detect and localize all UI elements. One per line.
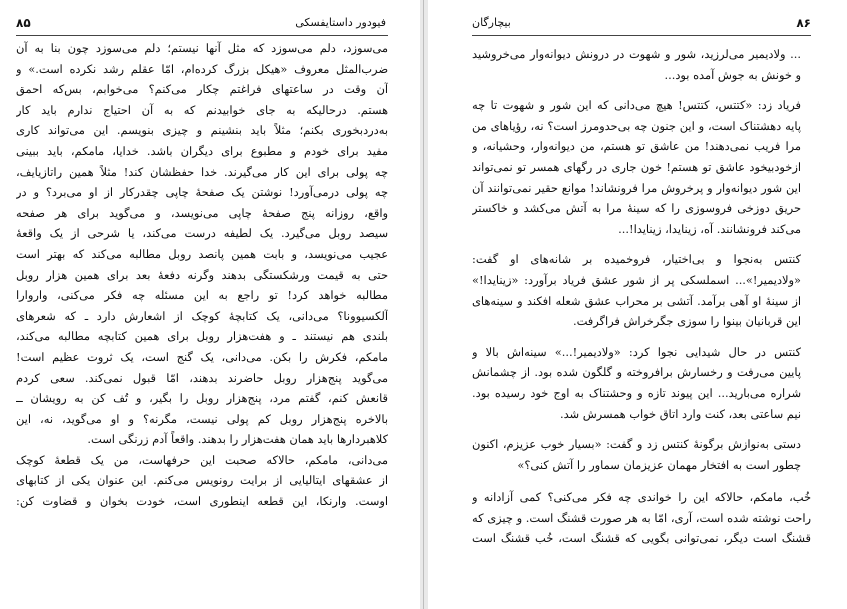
text-line: پایه دهشتناک است، و این جنون چه بی‌حدومرز است؟ نه، رؤیاهای من	[472, 118, 801, 133]
text-line: دستی به‌نوازش برگونهٔ کنتس زد و گفت: «بسیار خوب عزیزم، اکنون	[472, 437, 801, 452]
text-line: کنتس در حال شیدایی نجوا کرد: «ولادیمیر!...» سینه‌اش بالا و	[472, 344, 801, 359]
text-line: خُب، مامکم، حالاکه این را خواندی چه فکر می‌کنی؟ کمی آزادانه و	[472, 490, 811, 505]
text-line: چطور است به افتخار مهمان عزیزمان سماور را آتش کنی؟»	[517, 457, 801, 472]
text-line: و خونش به جوش آمده بود...	[664, 67, 801, 82]
left-page-number	[16, 16, 31, 30]
right-page	[428, 0, 847, 609]
header-rule	[472, 35, 811, 36]
text-line: این شور دیوانه‌وار و پرخروش مرا فرونشاند! موانع حقیر نمی‌توانند آن	[472, 180, 801, 195]
text-line: مفید برای خودم و مطبوع برای دیگران باشد. خدایا، مامکم، باید ببینی	[16, 143, 388, 158]
page-number: ۸۶	[796, 16, 811, 30]
text-line: چه پولی برای این کار می‌گیرند. خدا حفظشان کند! مثلاً همین راتازیایف،	[16, 164, 388, 179]
page-number: ۸۵	[16, 16, 31, 30]
right-page-number	[796, 16, 811, 30]
text-line: بالاخره پنج‌هزار روبل کم پولی نیست، مگرنه؟ و او می‌گوید، نه، این	[16, 411, 388, 426]
text-line: چه پولی درمی‌آورد! نوشتن یک صفحهٔ چاپی چقدرکار از او می‌برد؟ و در	[16, 185, 388, 200]
text-line: می‌سوزد، دلم می‌سوزد که مثل آنها نیستم؛ دلم می‌سوزد چون بنا به آن	[16, 41, 388, 55]
book-gutter	[420, 0, 428, 609]
text-line: از سینهٔ او آهی برآمد. آتشی بر محراب عشق شعله افکند و سینه‌های	[472, 293, 801, 308]
gutter-fold-line	[423, 0, 424, 609]
left-running-title: فیودور داستایفسکی	[295, 16, 386, 29]
body-paragraph	[472, 487, 811, 549]
text-line: عجیب می‌نویسد، و بابت همین پانصد روبل مطالبه می‌کند که بهتر است	[16, 246, 388, 261]
text-line: ازخودبیخود عاشق تو هستم! خون جاری در رگهای همسر تو نمی‌تواند	[472, 159, 801, 174]
text-line: بلندی هم نیستند ـ و هفت‌هزار روبل برای همین کتابچه مطالبه می‌کند،	[16, 329, 388, 344]
text-line: راحت نوشته شده است، آری، امّا به هر صورت قشنگ است. و چیزی که	[472, 510, 811, 525]
right-body-text	[472, 44, 811, 549]
quote-block	[472, 44, 811, 475]
text-line: حتی به قیمت ورشکستگی بدهند وگرنه دفعهٔ بعد برای همین هزار روبل	[16, 267, 388, 282]
text-line: قشنگ است دیگر، نمی‌توانی بگویی که قشنگ است، خُب قشنگ است	[472, 531, 811, 546]
header-rule	[16, 35, 388, 36]
text-line: قانعش کنم، گفتم مرد، پنج‌هزار روبل را بگیر، و تُف کن به رویشان ــ	[16, 391, 388, 406]
text-line: این قربانیان بینوا را سوزی جگرخراش فراگرفت.	[572, 314, 801, 329]
text-line: کلاهبردارها باید همان هفت‌هزار را بدهند. واقعاً آدم زرنگی است.	[87, 432, 388, 447]
text-line: مطالبه خواهد کرد! تو راجع به این مسئله چه فکر می‌کنی، واروارا	[16, 288, 388, 303]
text-line: فریاد زد: «کتتس، کتتس! هیچ می‌دانی که این شور و شهوت تا چه	[472, 98, 801, 113]
text-line: پایین می‌رفت و رخسارش برافروخته و گلگون شده بود. از چشمانش	[472, 365, 801, 380]
text-line: به‌دردبخوری بکنم؛ مثلاً باید بنشینم و چیزی بنویسم. این می‌تواند کاری	[16, 123, 388, 138]
text-line: «ولادیمیر!»... اسملسکی پر از شور عشق فریاد برآورد: «زینایدا!»	[472, 272, 801, 287]
text-line: از عشقهای ایتالیایی از برایت رونویس می‌کنم. این عنوان یکی از کتابهای	[16, 473, 388, 488]
text-line: هستم. درحالیکه به جای خوابیدنم که به آن احتیاج ندارم باید کار	[16, 102, 388, 117]
text-line: کنتس به‌نجوا و بی‌اختیار، فروخمیده بر شانه‌های او گفت:	[472, 252, 801, 267]
text-line: آلکسیوونا؟ می‌دانی، یک کتابچهٔ کوچک از اشعارش دارد ـ که شعرهای	[16, 308, 388, 323]
text-line: می‌دانی، مامکم، حالاکه صحبت این حرفهاست، من یک قطعهٔ کوچک	[16, 452, 388, 467]
text-line: می‌گوید پنج‌هزار روبل حاضرند بدهند، امّا قبول نمی‌کند. سعی کردم	[16, 370, 388, 385]
text-line: مرا فریب نمی‌دهند! من عاشق تو هستم، من دیوانه‌وار، وحشیانه، و	[472, 139, 801, 154]
text-line: ضرب‌المثل معروف «هیکل بزرگ کرده‌ام، امّا عقلم رشد نکرده است.» و	[16, 61, 388, 76]
text-line: مامکم، فکرش را بکن. می‌دانی، یک گنج است، یک ثروت عظیم است!	[16, 349, 388, 364]
text-line: سیصد روبل می‌گیرد. یک لطیفه درست می‌کند، یا شرحی از یک واقعهٔ	[16, 226, 388, 241]
text-line: آن وقت در ساعتهای فراغتم چکار می‌کنم؟ می‌خوابم، بس‌که احمق	[16, 82, 388, 97]
text-line: اوست. وارنکا، این قطعه اینطوری است، خودت بخوان و قضاوت کن:	[16, 494, 388, 509]
text-line: واقع، روزانه پنج صفحهٔ چاپی می‌نویسد، و می‌گوید برای هر صفحه	[16, 205, 388, 220]
text-line: شراره می‌بارید... این پیوند تازه و وحشتناک به اوج خود رسیده بود.	[472, 385, 801, 400]
text-line: ... ولادیمیر می‌لرزید، شور و شهوت در درونش دیوانه‌وار می‌خروشید	[472, 47, 801, 61]
text-line: نیم ساعتی بعد، کنت وارد اتاق خواب همسرش شد.	[559, 406, 801, 421]
right-running-title: بیچارگان	[472, 16, 511, 29]
left-page	[0, 0, 420, 609]
text-line: حریق دوزخی فروسوزی را که سینهٔ مرا به آتش می‌کشد و خاکستر	[472, 201, 801, 216]
left-body-text	[16, 38, 388, 512]
text-line: می‌کند فرونشانند. آه، زینایدا، زینایدا!...	[618, 221, 801, 236]
